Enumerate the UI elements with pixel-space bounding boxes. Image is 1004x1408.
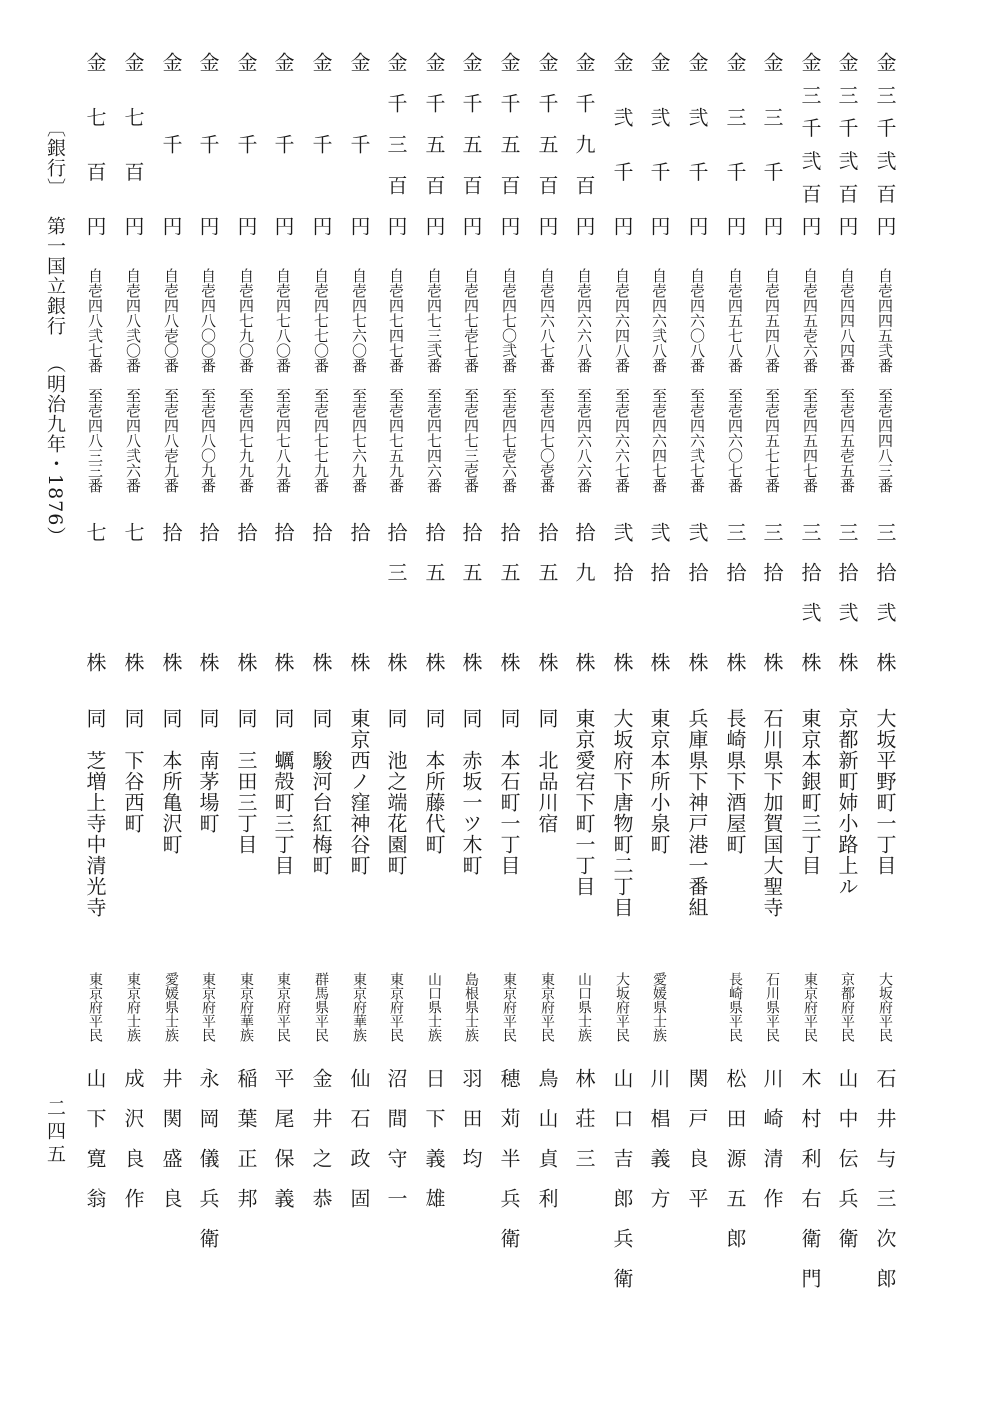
shares-unit: 株 — [723, 652, 747, 672]
status-cell: 愛媛県士族 — [163, 972, 179, 1042]
holder-name: 関戸良平 — [685, 1068, 709, 1228]
status-cell: 東京府平民 — [200, 972, 216, 1042]
status-cell: 大坂府平民 — [877, 972, 893, 1042]
shares-unit: 株 — [572, 652, 596, 672]
status-cell: 山口県士族 — [426, 972, 442, 1042]
share-count: 拾 — [347, 522, 371, 562]
shares-unit: 株 — [497, 652, 521, 672]
address-cell: 同 赤坂一ツ木町 — [459, 708, 483, 876]
shareholder-row — [868, 0, 902, 1408]
share-count: 拾五 — [459, 522, 483, 602]
holder-name: 日下義雄 — [422, 1068, 446, 1228]
holder-name: 平尾保義 — [271, 1068, 295, 1228]
amount-cell: 金千円 — [309, 52, 333, 236]
share-number-range: 自壱四五七八番 至壱四六〇七番 — [726, 268, 744, 493]
share-number-range: 自壱四七八〇番 至壱四七八九番 — [274, 268, 292, 493]
shares-unit: 株 — [347, 652, 371, 672]
share-count: 弐拾 — [610, 522, 634, 602]
shareholder-row — [793, 0, 827, 1408]
shares-unit: 株 — [610, 652, 634, 672]
share-number-range: 自壱四七六〇番 至壱四七六九番 — [350, 268, 368, 493]
shares-unit: 株 — [798, 652, 822, 672]
address-cell: 長崎県下酒屋町 — [723, 708, 747, 855]
shareholder-row — [642, 0, 676, 1408]
shares-unit: 株 — [159, 652, 183, 672]
holder-name: 井関盛良 — [159, 1068, 183, 1228]
address-cell: 東京本銀町三丁目 — [798, 708, 822, 876]
shares-unit: 株 — [835, 652, 859, 672]
holder-name: 成沢良作 — [121, 1068, 145, 1228]
status-cell: 東京府平民 — [539, 972, 555, 1042]
holder-name: 山下寛翁 — [83, 1068, 107, 1228]
amount-cell: 金千五百円 — [535, 52, 559, 236]
amount-cell: 金千五百円 — [459, 52, 483, 236]
amount-cell: 金弐千円 — [610, 52, 634, 236]
share-count: 三拾 — [723, 522, 747, 602]
status-cell: 東京府平民 — [87, 972, 103, 1042]
holder-name: 永岡儀兵衛 — [196, 1068, 220, 1268]
share-number-range: 自壱四六八七番 至壱四七〇壱番 — [538, 268, 556, 493]
address-cell: 大坂平野町一丁目 — [873, 708, 897, 876]
amount-cell: 金七百円 — [83, 52, 107, 236]
status-cell: 愛媛県士族 — [651, 972, 667, 1042]
holder-name: 沼間守一 — [384, 1068, 408, 1228]
status-cell: 山口県士族 — [576, 972, 592, 1042]
shares-unit: 株 — [234, 652, 258, 672]
address-cell: 同 北品川宿 — [535, 708, 559, 834]
share-number-range: 自壱四八弐七番 至壱四八三三番 — [86, 268, 104, 493]
shareholder-row — [680, 0, 714, 1408]
share-number-range: 自壱四七七〇番 至壱四七七九番 — [312, 268, 330, 493]
share-count: 拾 — [196, 522, 220, 562]
share-number-range: 自壱四六六八番 至壱四六八六番 — [575, 268, 593, 493]
share-count: 拾五 — [422, 522, 446, 602]
shareholder-row — [718, 0, 752, 1408]
share-count: 拾九 — [572, 522, 596, 602]
page-number: 二四五 — [44, 1098, 66, 1167]
address-cell: 同 本所藤代町 — [422, 708, 446, 855]
holder-name: 木村利右衛門 — [798, 1068, 822, 1308]
bank-name: 第一国立銀行 — [44, 216, 66, 336]
share-number-range: 自壱四七四七番 至壱四七五九番 — [387, 268, 405, 493]
status-cell: 大坂府平民 — [614, 972, 630, 1042]
amount-cell: 金三千円 — [723, 52, 747, 236]
shareholder-row — [229, 0, 263, 1408]
shares-unit: 株 — [121, 652, 145, 672]
status-cell: 石川県平民 — [764, 972, 780, 1042]
amount-cell: 金千九百円 — [572, 52, 596, 236]
status-cell: 東京府平民 — [802, 972, 818, 1042]
shareholder-row — [530, 0, 564, 1408]
shareholder-row — [266, 0, 300, 1408]
shareholder-row — [454, 0, 488, 1408]
share-number-range: 自壱四七三弐番 至壱四七四六番 — [425, 268, 443, 493]
status-cell: 島根県士族 — [463, 972, 479, 1042]
share-number-range: 自壱四八壱〇番 至壱四八壱九番 — [162, 268, 180, 493]
holder-name: 山中伝兵衛 — [835, 1068, 859, 1268]
share-number-range: 自壱四八〇〇番 至壱四八〇九番 — [199, 268, 217, 493]
share-number-range: 自壱四七〇弐番 至壱四七壱六番 — [500, 268, 518, 493]
shares-unit: 株 — [647, 652, 671, 672]
shares-unit: 株 — [760, 652, 784, 672]
holder-name: 石井与三次郎 — [873, 1068, 897, 1308]
shares-unit: 株 — [384, 652, 408, 672]
shareholder-row — [379, 0, 413, 1408]
address-cell: 同 池之端花園町 — [384, 708, 408, 876]
share-count: 三拾弐 — [798, 522, 822, 642]
shareholder-row — [78, 0, 112, 1408]
amount-cell: 金三千弐百円 — [873, 52, 897, 236]
share-number-range: 自壱四八弐〇番 至壱四八弐六番 — [124, 268, 142, 493]
share-number-range: 自壱四五壱六番 至壱四五四七番 — [801, 268, 819, 493]
address-cell: 東京西ノ窪神谷町 — [347, 708, 371, 876]
shareholder-row — [830, 0, 864, 1408]
address-cell: 同 本所亀沢町 — [159, 708, 183, 855]
status-cell: 東京府華族 — [238, 972, 254, 1042]
amount-cell: 金千五百円 — [497, 52, 521, 236]
holder-name: 羽田均 — [459, 1068, 483, 1188]
status-cell: 京都府平民 — [839, 972, 855, 1042]
amount-cell: 金千円 — [347, 52, 371, 236]
amount-cell: 金千三百円 — [384, 52, 408, 236]
section-label: 〔銀行〕 — [44, 118, 66, 198]
holder-name: 仙石政固 — [347, 1068, 371, 1228]
shares-unit: 株 — [873, 652, 897, 672]
amount-cell: 金七百円 — [121, 52, 145, 236]
share-count: 拾 — [271, 522, 295, 562]
status-cell: 東京府華族 — [351, 972, 367, 1042]
shares-unit: 株 — [271, 652, 295, 672]
holder-name: 川椙義方 — [647, 1068, 671, 1228]
share-number-range: 自壱四六四八番 至壱四六六七番 — [613, 268, 631, 493]
address-cell: 同 本石町一丁目 — [497, 708, 521, 876]
share-count: 拾 — [159, 522, 183, 562]
share-count: 拾 — [234, 522, 258, 562]
shareholder-row — [154, 0, 188, 1408]
share-number-range: 自壱四四八四番 至壱四五壱五番 — [838, 268, 856, 493]
amount-cell: 金千五百円 — [422, 52, 446, 236]
shareholder-row — [304, 0, 338, 1408]
holder-name: 金井之恭 — [309, 1068, 333, 1228]
address-cell: 石川県下加賀国大聖寺 — [760, 708, 784, 918]
share-number-range: 自壱四六〇八番 至壱四六弐七番 — [688, 268, 706, 493]
shareholder-row — [755, 0, 789, 1408]
shares-unit: 株 — [422, 652, 446, 672]
shareholder-row — [605, 0, 639, 1408]
status-cell: 東京府平民 — [275, 972, 291, 1042]
address-cell: 同 蠣殻町三丁目 — [271, 708, 295, 876]
shares-unit: 株 — [685, 652, 709, 672]
shareholder-row — [191, 0, 225, 1408]
shareholder-row — [417, 0, 451, 1408]
share-count: 拾五 — [535, 522, 559, 602]
share-number-range: 自壱四四五弐番 至壱四四八三番 — [876, 268, 894, 493]
amount-cell: 金千円 — [159, 52, 183, 236]
share-count: 拾三 — [384, 522, 408, 602]
amount-cell: 金弐千円 — [685, 52, 709, 236]
holder-name: 鳥山貞利 — [535, 1068, 559, 1228]
share-count: 三拾弐 — [835, 522, 859, 642]
status-cell: 東京府平民 — [388, 972, 404, 1042]
shareholder-row — [567, 0, 601, 1408]
amount-cell: 金三千弐百円 — [798, 52, 822, 236]
share-number-range: 自壱四五四八番 至壱四五七七番 — [763, 268, 781, 493]
holder-name: 松田源五郎 — [723, 1068, 747, 1268]
share-count: 弐拾 — [647, 522, 671, 602]
share-number-range: 自壱四七壱七番 至壱四七三壱番 — [462, 268, 480, 493]
status-cell: 東京府平民 — [501, 972, 517, 1042]
address-cell: 京都新町姉小路上ル — [835, 708, 859, 897]
share-count: 三拾弐 — [873, 522, 897, 642]
holder-name: 穂苅半兵衛 — [497, 1068, 521, 1268]
shares-unit: 株 — [196, 652, 220, 672]
amount-cell: 金弐千円 — [647, 52, 671, 236]
share-number-range: 自壱四六弐八番 至壱四六四七番 — [650, 268, 668, 493]
holder-name: 林荘三 — [572, 1068, 596, 1188]
amount-cell: 金三千弐百円 — [835, 52, 859, 236]
address-cell: 大坂府下唐物町二丁目 — [610, 708, 634, 918]
amount-cell: 金千円 — [234, 52, 258, 236]
holder-name: 川崎清作 — [760, 1068, 784, 1228]
share-count: 三拾 — [760, 522, 784, 602]
address-cell: 兵庫県下神戸港一番組 — [685, 708, 709, 918]
address-cell: 同 芝増上寺中清光寺 — [83, 708, 107, 918]
holder-name: 稲葉正邦 — [234, 1068, 258, 1228]
address-cell: 同 三田三丁目 — [234, 708, 258, 855]
share-count: 弐拾 — [685, 522, 709, 602]
status-cell: 長崎県平民 — [727, 972, 743, 1042]
share-number-range: 自壱四七九〇番 至壱四七九九番 — [237, 268, 255, 493]
status-cell: 群馬県平民 — [313, 972, 329, 1042]
share-count: 七 — [83, 522, 107, 562]
shares-unit: 株 — [83, 652, 107, 672]
status-cell: 東京府士族 — [125, 972, 141, 1042]
amount-cell: 金三千円 — [760, 52, 784, 236]
address-cell: 同 下谷西町 — [121, 708, 145, 834]
share-count: 拾五 — [497, 522, 521, 602]
address-cell: 東京本所小泉町 — [647, 708, 671, 855]
amount-cell: 金千円 — [196, 52, 220, 236]
share-count: 七 — [121, 522, 145, 562]
address-cell: 東京愛宕下町一丁目 — [572, 708, 596, 897]
shares-unit: 株 — [459, 652, 483, 672]
shareholder-row — [492, 0, 526, 1408]
shares-unit: 株 — [535, 652, 559, 672]
shareholder-row — [116, 0, 150, 1408]
address-cell: 同 南茅場町 — [196, 708, 220, 834]
address-cell: 同 駿河台紅梅町 — [309, 708, 333, 876]
period-label: （明治九年・1876） — [44, 354, 66, 547]
shares-unit: 株 — [309, 652, 333, 672]
share-count: 拾 — [309, 522, 333, 562]
holder-name: 山口吉郎兵衛 — [610, 1068, 634, 1308]
shareholder-row — [342, 0, 376, 1408]
amount-cell: 金千円 — [271, 52, 295, 236]
